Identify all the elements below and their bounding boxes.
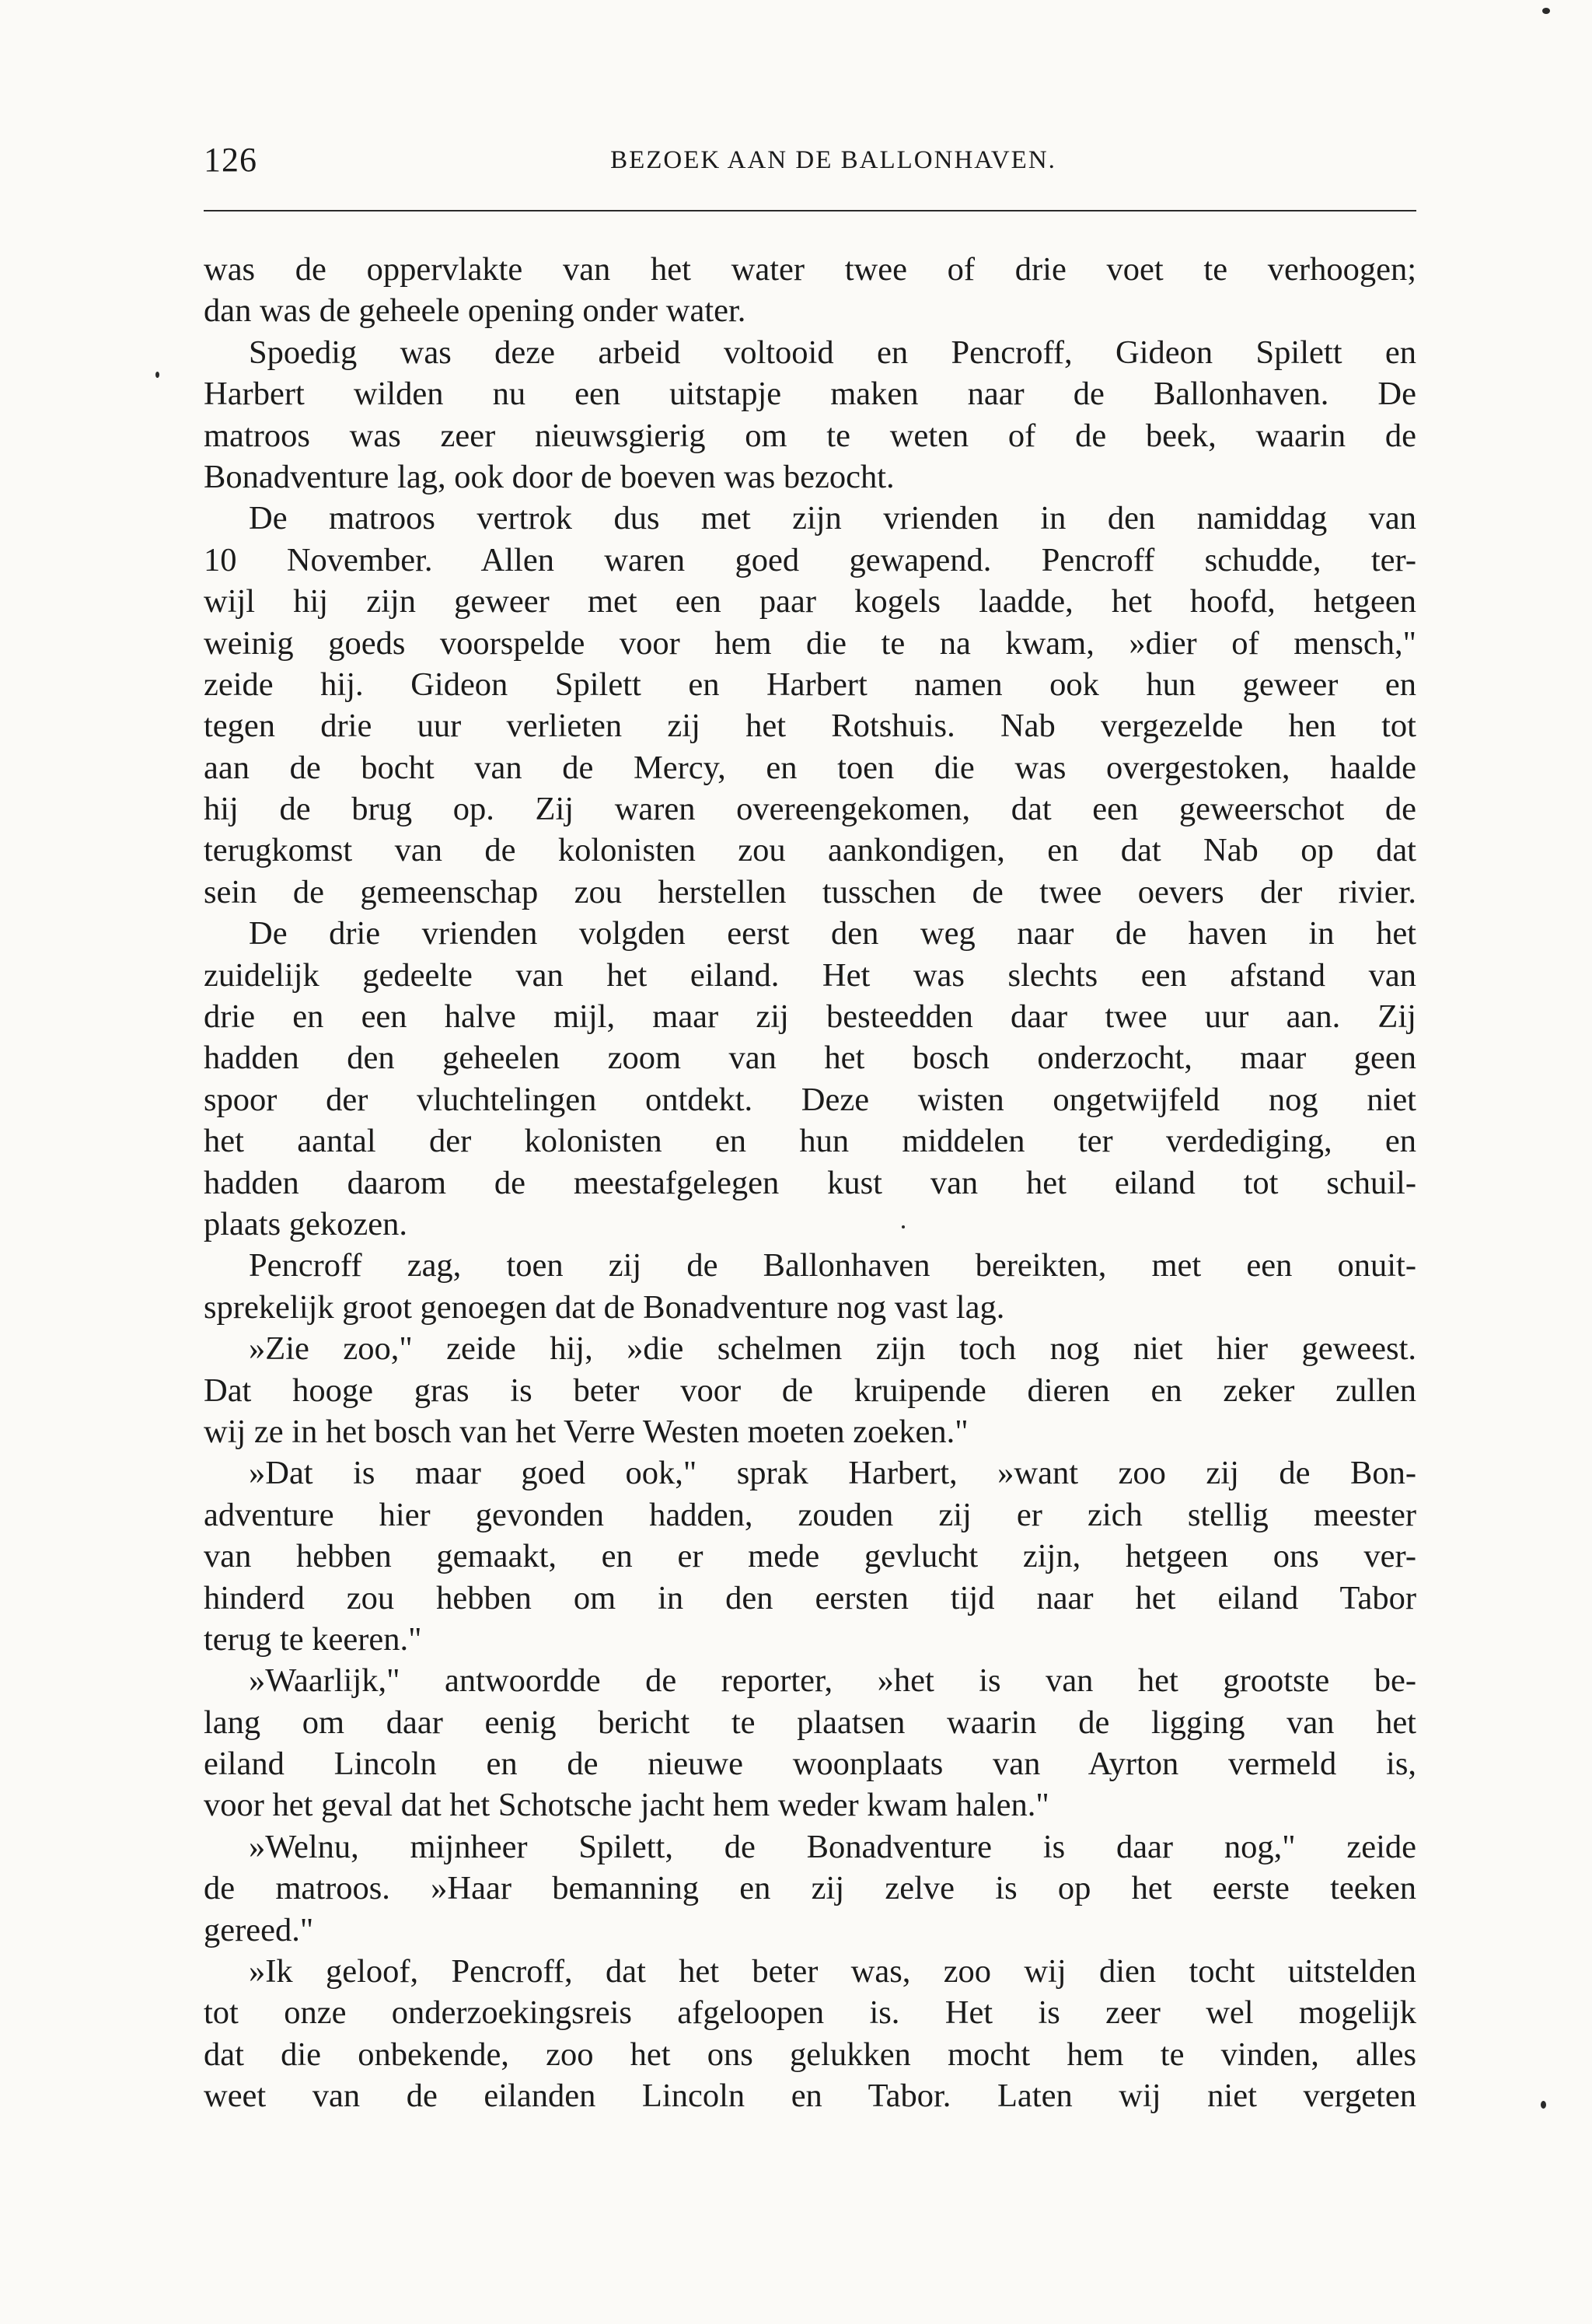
text-line: sprekelijk groot genoegen dat de Bonadventure nog vast lag. <box>204 1288 1005 1326</box>
text-line: tot onze onderzoekingsreis afgeloopen is. Het is zeer wel mogelijk <box>204 1994 1416 2032</box>
text-line: was de oppervlakte van het water twee of drie voet te verhoogen; <box>204 251 1416 288</box>
text-line: De matroos vertrok dus met zijn vrienden in den namiddag van <box>249 500 1416 537</box>
text-line: hij de brug op. Zij waren overeengekomen, dat een geweerschot de <box>204 791 1416 828</box>
text-line: »Welnu, mijnheer Spilett, de Bonadventure is daar nog," zeide <box>249 1828 1416 1865</box>
text-line: wij ze in het bosch van het Verre Westen moeten zoeken." <box>204 1413 969 1450</box>
text-line: plaats gekozen. <box>204 1205 407 1242</box>
text-line: wijl hij zijn geweer met een paar kogels laadde, het hoofd, hetgeen <box>204 583 1416 620</box>
text-line: lang om daar eenig bericht te plaatsen waarin de ligging van het <box>204 1704 1416 1741</box>
print-speck <box>1542 8 1550 14</box>
text-line: drie en een halve mijl, maar zij besteedden daar twee uur aan. Zij <box>204 998 1416 1036</box>
text-line: terugkomst van de kolonisten zou aankondigen, en dat Nab op dat <box>204 832 1416 869</box>
text-line: »Ik geloof, Pencroff, dat het beter was, zoo wij dien tocht uitstelden <box>249 1953 1416 1990</box>
text-line: weinig goeds voorspelde voor hem die te na kwam, »dier of mensch," <box>204 624 1416 662</box>
text-line: matroos was zeer nieuwsgierig om te weten of de beek, waarin de <box>204 417 1416 454</box>
text-line: zuidelijk gedeelte van het eiland. Het was slechts een afstand van <box>204 956 1416 994</box>
header-rule <box>204 210 1416 211</box>
text-line: van hebben gemaakt, en er mede gevlucht zijn, hetgeen ons ver- <box>204 1538 1416 1575</box>
body-text <box>204 249 1416 2117</box>
text-line: dat die onbekende, zoo het ons gelukken mocht hem te vinden, alles <box>204 2036 1416 2073</box>
text-line: hadden daarom de meestafgelegen kust van het eiland tot schuil- <box>204 1164 1416 1201</box>
print-speck <box>902 1225 905 1228</box>
text-line: Pencroff zag, toen zij de Ballonhaven bereikten, met een onuit- <box>249 1247 1416 1284</box>
running-title: BEZOEK AAN DE BALLONHAVEN. <box>610 146 1056 174</box>
text-line: »Waarlijk," antwoordde de reporter, »het is van het grootste be- <box>249 1662 1416 1700</box>
print-speck <box>155 372 159 378</box>
text-line: Harbert wilden nu een uitstapje maken naar de Ballonhaven. De <box>204 376 1416 413</box>
text-line: gereed." <box>204 1911 314 1948</box>
text-line: hadden den geheelen zoom van het bosch onderzocht, maar geen <box>204 1040 1416 1077</box>
text-line: de matroos. »Haar bemanning en zij zelve is op het eerste teeken <box>204 1870 1416 1907</box>
text-line: Spoedig was deze arbeid voltooid en Pencroff, Gideon Spilett en <box>249 334 1416 371</box>
page-number: 126 <box>204 141 257 179</box>
text-line: 10 November. Allen waren goed gewapend. Pencroff schudde, ter- <box>204 541 1416 578</box>
text-line: »Zie zoo," zeide hij, »die schelmen zijn toch nog niet hier geweest. <box>249 1330 1416 1368</box>
text-line: eiland Lincoln en de nieuwe woonplaats van Ayrton vermeld is, <box>204 1746 1416 1783</box>
text-line: tegen drie uur verlieten zij het Rotshuis. Nab vergezelde hen tot <box>204 708 1416 745</box>
text-line: spoor der vluchtelingen ontdekt. Deze wisten ongetwijfeld nog niet <box>204 1081 1416 1118</box>
text-line: terug te keeren." <box>204 1620 422 1658</box>
text-line: De drie vrienden volgden eerst den weg naar de haven in het <box>249 915 1416 952</box>
text-line: zeide hij. Gideon Spilett en Harbert namen ook hun geweer en <box>204 666 1416 703</box>
text-line: Dat hooge gras is beter voor de kruipende dieren en zeker zullen <box>204 1372 1416 1409</box>
text-line: aan de bocht van de Mercy, en toen die was overgestoken, haalde <box>204 749 1416 786</box>
text-line: Bonadventure lag, ook door de boeven was bezocht. <box>204 458 895 495</box>
text-line: voor het geval dat het Schotsche jacht hem weder kwam halen." <box>204 1787 1049 1824</box>
text-line: het aantal der kolonisten en hun middelen ter verdediging, en <box>204 1123 1416 1160</box>
text-line: dan was de geheele opening onder water. <box>204 292 746 330</box>
text-line: weet van de eilanden Lincoln en Tabor. Laten wij niet vergeten <box>204 2078 1416 2115</box>
print-speck <box>1541 2101 1546 2109</box>
text-line: hinderd zou hebben om in den eersten tijd naar het eiland Tabor <box>204 1579 1416 1616</box>
text-line: »Dat is maar goed ook," sprak Harbert, »want zoo zij de Bon- <box>249 1455 1416 1492</box>
text-line: sein de gemeenschap zou herstellen tusschen de twee oevers der rivier. <box>204 873 1416 910</box>
text-line: adventure hier gevonden hadden, zouden zij er zich stellig meester <box>204 1496 1416 1533</box>
page-header <box>204 140 1416 194</box>
